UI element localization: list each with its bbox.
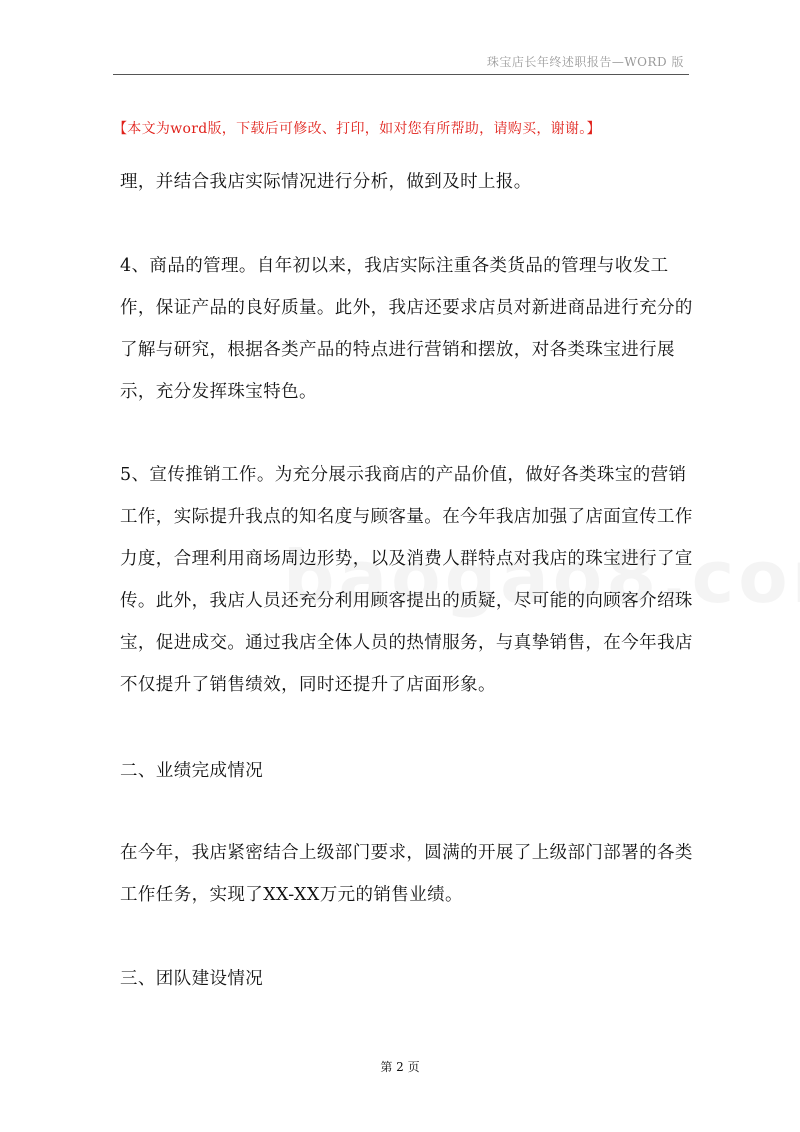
section-heading-performance: 二、业绩完成情况 bbox=[120, 761, 264, 781]
download-notice: 【本文为word版，下载后可修改、打印，如对您有所帮助，请购买，谢谢。】 bbox=[113, 121, 601, 137]
section-heading-team: 三、团队建设情况 bbox=[120, 969, 264, 989]
paragraph-item-5: 5、宣传推销工作。为充分展示我商店的产品价值，做好各类珠宝的营销工作，实际提升我点的知名度与顾客量。在今年我店加强了店面宣传工作力度，合理利用商场周边形势，以及消费人群特点对我店的珠宝进行了宣传。此外，我店人员还充分利用顾客提出的质疑，尽可能的向顾客介绍珠宝，促进成交。通过我店全体人员的热情服务，与真挚销售，在今年我店不仅提升了销售绩效，同时还提升了店面形象。 bbox=[120, 465, 693, 695]
paragraph-continuation: 理，并结合我店实际情况进行分析，做到及时上报。 bbox=[120, 172, 532, 192]
paragraph-performance: 在今年，我店紧密结合上级部门要求，圆满的开展了上级部门部署的各类工作任务，实现了XX-XX万元的销售业绩。 bbox=[120, 843, 693, 905]
running-header: 珠宝店长年终述职报告—WORD 版 bbox=[486, 55, 684, 69]
paragraph-item-4: 4、商品的管理。自年初以来，我店实际注重各类货品的管理与收发工作，保证产品的良好质量。此外，我店还要求店员对新进商品进行充分的了解与研究，根据各类产品的特点进行营销和摆放，对各类珠宝进行展示，充分发挥珠宝特色。 bbox=[120, 256, 693, 402]
page-number: 第 2 页 bbox=[380, 1060, 420, 1074]
header-divider bbox=[113, 74, 689, 75]
